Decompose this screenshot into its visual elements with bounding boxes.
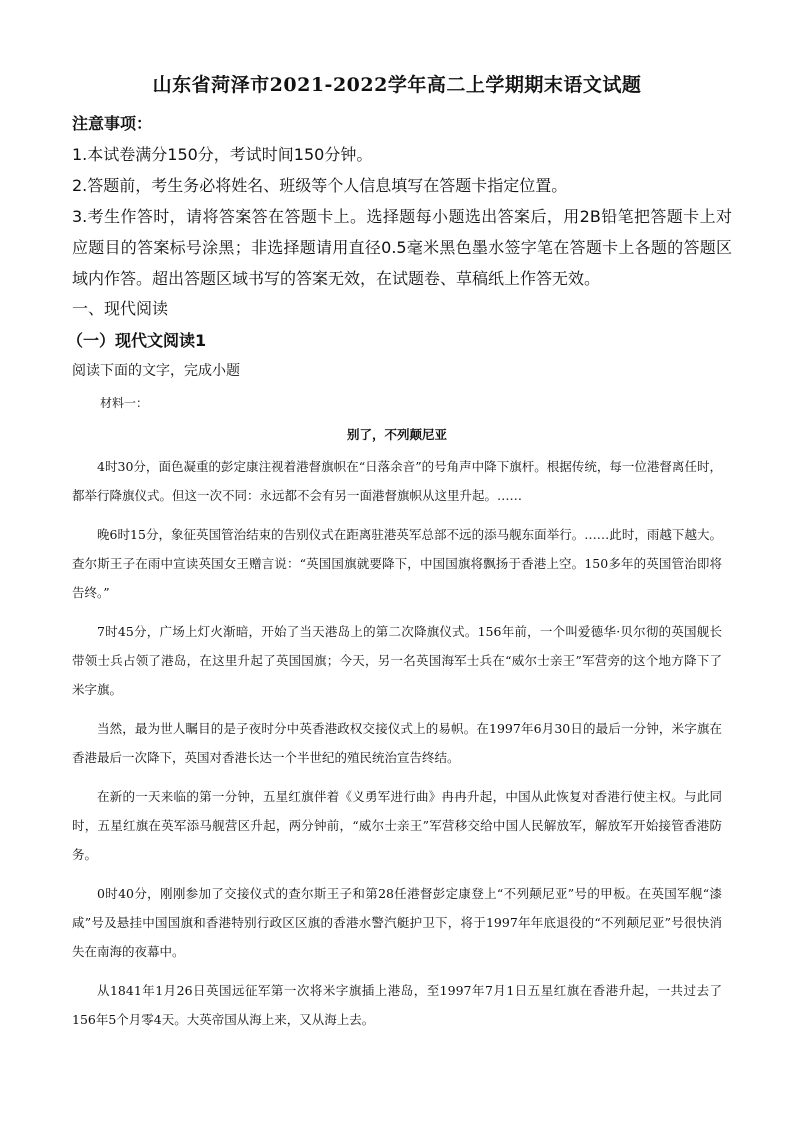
material-label: 材料一：: [100, 396, 149, 410]
article-paragraph: 4时30分，面色凝重的彭定康注视着港督旗帜在“日落余音”的号角声中降下旗杆。根据传统，每一位港督离任时，都举行降旗仪式。但这一次不同：永远都不会有另一面港督旗帜从这里升起。……: [72, 459, 722, 503]
notice-item-1: 1.本试卷满分150分，考试时间150分钟。: [72, 145, 373, 164]
notice-heading: 注意事项：: [72, 114, 153, 133]
article-paragraph: 在新的一天来临的第一分钟，五星红旗伴着《义勇军进行曲》冉冉升起，中国从此恢复对香港行使主权。与此同时，五星红旗在英军添马舰营区升起，两分钟前，“威尔士亲王”军营移交给中国人民解放军，解放军开始接管香港防务。: [72, 789, 722, 862]
article-paragraph: 7时45分，广场上灯火渐暗，开始了当天港岛上的第二次降旗仪式。156年前，一个叫爱德华·贝尔彻的英国舰长带领士兵占领了港岛，在这里升起了英国国旗；今天，另一名英国海军士兵在“威尔士亲王”军营旁的这个地方降下了米字旗。: [72, 624, 722, 697]
reading-instruction: 阅读下面的文字，完成小题: [72, 363, 240, 379]
article-paragraph: 晚6时15分，象征英国管治结束的告别仪式在距离驻港英军总部不远的添马舰东面举行。……此时，雨越下越大。查尔斯王子在雨中宣读英国女王赠言说：“英国国旗就要降下，中国国旗将飘扬于香港上空。150多年的英国管治即将告终。”: [72, 527, 722, 600]
article-title: 别了，不列颠尼亚: [346, 427, 447, 442]
notice-item-2: 2.答题前，考生务必将姓名、班级等个人信息填写在答题卡指定位置。: [72, 176, 568, 195]
document-title: 山东省菏泽市2021-2022学年高二上学期期末语文试题: [152, 74, 642, 96]
section-heading: 一、现代阅读: [72, 299, 169, 318]
article-body: [72, 452, 722, 1044]
article-paragraph: 从1841年1月26日英国远征军第一次将米字旗插上港岛，至1997年7月1日五星红旗在香港升起，一共过去了156年5个月零4天。大英帝国从海上来，又从海上去。: [72, 983, 722, 1027]
subsection-heading: （一）现代文阅读1: [67, 331, 207, 350]
article-paragraph: 当然，最为世人瞩目的是子夜时分中英香港政权交接仪式上的易帜。在1997年6月30日的最后一分钟，米字旗在香港最后一次降下，英国对香港长达一个半世纪的殖民统治宣告终结。: [72, 721, 722, 765]
notice-item-3: 3.考生作答时，请将答案答在答题卡上。选择题每小题选出答案后，用2B铅笔把答题卡上对应题目的答案标号涂黑；非选择题请用直径0.5毫米黑色墨水签字笔在答题卡上各题的答题区域内作答。超出答题区域书写的答案无效，在试题卷、草稿纸上作答无效。: [72, 207, 732, 288]
notice-block: [72, 108, 732, 294]
article-paragraph: 0时40分，刚刚参加了交接仪式的查尔斯王子和第28任港督彭定康登上“不列颠尼亚”号的甲板。在英国军舰“漆咸”号及悬挂中国国旗和香港特别行政区区旗的香港水警汽艇护卫下，将于1997年年底退役的“不列颠尼亚”号很快消失在南海的夜幕中。: [72, 886, 722, 959]
